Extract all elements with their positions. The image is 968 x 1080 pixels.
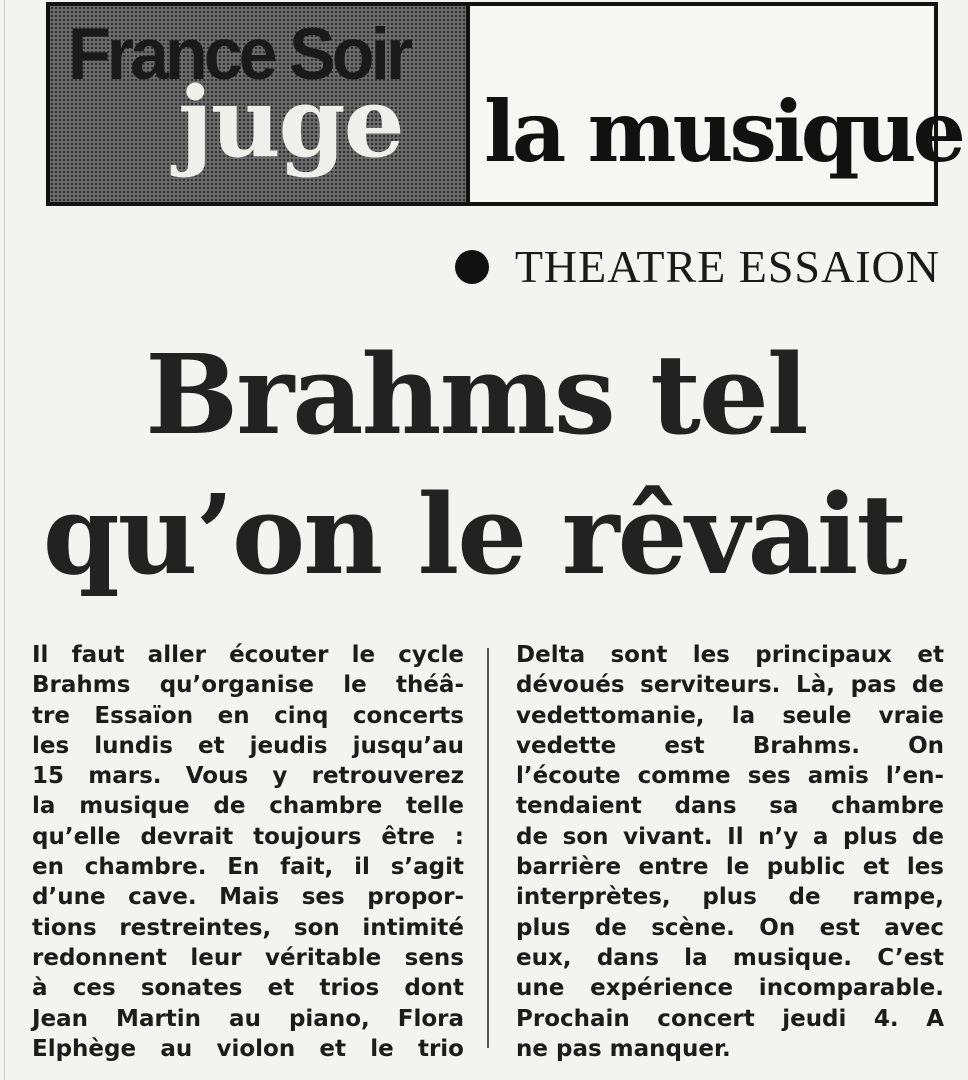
article-line: en chambre. En fait, il s’agit	[32, 854, 464, 881]
article-line: tre Essaïon en cinq concerts	[32, 702, 464, 729]
article-line: eux, dans la musique. C’est	[516, 944, 944, 971]
article-line: vedettomanie, la seule vraie	[516, 702, 944, 729]
article-line: d’une cave. Mais ses propor-	[32, 884, 464, 911]
kicker-text: THEATRE ESSAION	[514, 241, 940, 292]
article-line: vedette est Brahms. On	[516, 732, 944, 759]
section-title: la musique	[484, 82, 962, 181]
bullet-icon	[455, 250, 489, 284]
column-divider	[487, 648, 489, 1048]
article-column-right	[516, 640, 944, 1064]
article-line: barrière entre le public et les	[516, 854, 944, 881]
article-line: tions restreintes, son intimité	[32, 914, 464, 941]
article-line: Jean Martin au piano, Flora	[32, 1005, 464, 1032]
article-line: plus de scène. On est avec	[516, 914, 944, 941]
headline-line-2: qu’on le rêvait	[42, 470, 906, 599]
article-line: 15 mars. Vous y retrouverez	[32, 763, 464, 790]
article-line: Elphège au violon et le trio	[32, 1035, 464, 1062]
kicker	[455, 240, 940, 293]
article-line: de son vivant. Il n’y a plus de	[516, 823, 944, 850]
masthead-section-panel	[470, 6, 962, 202]
masthead	[46, 2, 962, 206]
article-line: dévoués serviteurs. Là, pas de	[516, 672, 944, 699]
article-line: tendaient dans sa chambre	[516, 793, 944, 820]
article-line: Prochain concert jeudi 4. A	[516, 1005, 944, 1032]
article-line: une expérience incomparable.	[516, 975, 944, 1002]
masthead-logo-panel	[50, 6, 470, 202]
article-line: ne pas manquer.	[516, 1035, 731, 1062]
article-line: Brahms qu’organise le théâ-	[32, 672, 464, 699]
newspaper-name: France Soir	[68, 13, 410, 95]
article-line: Il faut aller écouter le cycle	[32, 642, 464, 668]
headline-line-1: Brahms tel	[145, 330, 807, 459]
article-line: la musique de chambre telle	[32, 793, 464, 820]
article-line: redonnent leur véritable sens	[32, 944, 464, 971]
article-line: Delta sont les principaux et	[516, 642, 944, 668]
article-line: qu’elle devrait toujours être :	[32, 823, 464, 850]
article-line: l’écoute comme ses amis l’en-	[516, 763, 944, 790]
article-column-left	[32, 640, 464, 1064]
article-line: interprètes, plus de rampe,	[516, 884, 944, 911]
article-line: les lundis et jeudis jusqu’au	[32, 732, 464, 759]
masthead-verb: juge	[178, 66, 403, 179]
article-line: à ces sonates et trios dont	[32, 975, 464, 1002]
